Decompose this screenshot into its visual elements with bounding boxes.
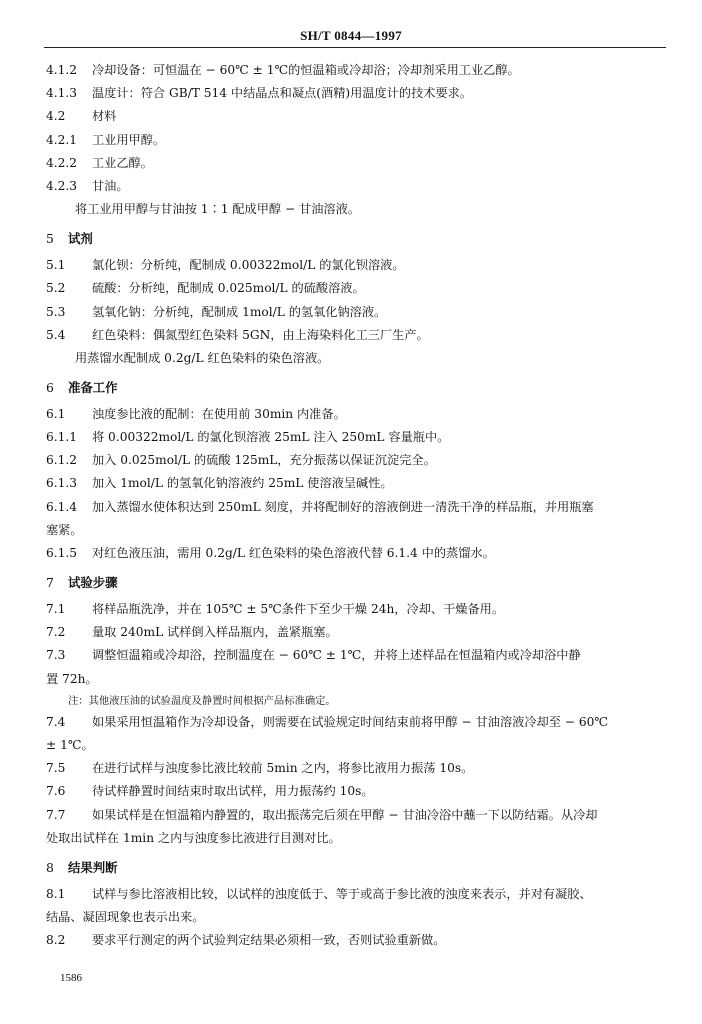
- clause-paragraph: [46, 280, 666, 297]
- clause-number: 6.1.2: [46, 453, 78, 468]
- clause-text: 氯化钡：分析纯，配制成 0.00322mol/L 的氯化钡溶液。: [92, 258, 405, 273]
- note-text: 注：其他液压油的试验温度及静置时间根据产品标准确定。: [68, 694, 336, 707]
- section-number: 6: [46, 379, 54, 395]
- section-number: 8: [46, 859, 54, 875]
- section-title: 结果判断: [68, 859, 118, 875]
- clause-paragraph: [46, 327, 666, 344]
- clause-paragraph: [46, 62, 666, 79]
- clause-number: 6.1.3: [46, 476, 78, 491]
- clause-paragraph: [46, 783, 666, 800]
- clause-text: 将 0.00322mol/L 的氯化钡溶液 25mL 注入 250mL 容量瓶中。: [92, 430, 450, 445]
- clause-continuation: 塞紧。: [46, 522, 83, 537]
- clause-number: 8.2: [46, 933, 66, 948]
- clause-text: 冷却设备：可恒温在 − 60℃ ± 1℃的恒温箱或冷却浴；冷却剂采用工业乙醇。: [92, 63, 520, 77]
- clause-number: 6.1.5: [46, 546, 78, 560]
- document-body: [46, 62, 666, 955]
- clause-text: 硫酸：分析纯，配制成 0.025mol/L 的硫酸溶液。: [92, 281, 365, 296]
- indented-paragraph: 将工业用甲醇与甘油按 1∶1 配成甲醇 − 甘油溶液。: [75, 202, 360, 217]
- clause-paragraph: [46, 886, 666, 903]
- page-number: 1586: [60, 972, 82, 984]
- clause-number: 4.2: [46, 109, 66, 124]
- clause-continuation: 置 72h。: [46, 671, 98, 686]
- section-heading: [46, 230, 666, 247]
- section-heading: [46, 379, 666, 396]
- clause-paragraph: [46, 108, 666, 125]
- clause-number: 7.6: [46, 784, 66, 799]
- clause-text: 甘油。: [92, 178, 129, 193]
- clause-paragraph: [46, 429, 666, 446]
- clause-paragraph: [46, 647, 666, 664]
- clause-text: 温度计：符合 GB/T 514 中结晶点和凝点(酒精)用温度计的技术要求。: [92, 86, 473, 101]
- clause-number: 7.7: [46, 807, 66, 822]
- clause-paragraph: [46, 155, 666, 172]
- clause-text: 工业乙醇。: [92, 155, 153, 170]
- clause-number: 4.1.2: [46, 63, 78, 77]
- clause-number: 5.3: [46, 304, 66, 319]
- clause-text: 浊度参比液的配制：在使用前 30min 内准备。: [92, 406, 346, 421]
- clause-paragraph: [46, 178, 666, 195]
- clause-text: 材料: [92, 109, 117, 124]
- clause-paragraph: [46, 406, 666, 423]
- clause-number: 7.3: [46, 648, 66, 663]
- section-number: 5: [46, 231, 54, 247]
- clause-paragraph: [46, 932, 666, 949]
- clause-text: 加入蒸馏水使体积达到 250mL 刻度，并将配制好的溶液倒进一清洗干净的样品瓶，并用瓶塞: [92, 499, 594, 514]
- clause-text: 如果采用恒温箱作为冷却设备，则需要在试验规定时间结束前将甲醇 − 甘油溶液冷却至 − 60℃: [92, 714, 608, 729]
- clause-paragraph: [46, 499, 666, 516]
- clause-number: 5.1: [46, 258, 66, 273]
- clause-text: 量取 240mL 试样倒入样品瓶内，盖紧瓶塞。: [92, 625, 338, 640]
- clause-paragraph: [46, 257, 666, 274]
- clause-number: 6.1: [46, 406, 66, 421]
- clause-number: 7.1: [46, 602, 66, 616]
- clause-number: 5.4: [46, 327, 66, 342]
- clause-paragraph: [46, 132, 666, 149]
- clause-text: 对红色液压油，需用 0.2g/L 红色染料的染色溶液代替 6.1.4 中的蒸馏水。: [92, 546, 495, 560]
- section-title: 试剂: [68, 231, 93, 247]
- clause-paragraph: [46, 714, 666, 731]
- clause-paragraph: [46, 760, 666, 777]
- clause-paragraph: [46, 452, 666, 469]
- clause-text: 要求平行测定的两个试验判定结果必须相一致，否则试验重新做。: [92, 933, 446, 948]
- clause-text: 氢氧化钠：分析纯，配制成 1mol/L 的氢氧化钠溶液。: [92, 304, 387, 319]
- clause-paragraph: [46, 545, 666, 562]
- clause-paragraph: [46, 624, 666, 641]
- clause-continuation: 处取出试样在 1min 之内与浊度参比液进行目测对比。: [46, 830, 341, 845]
- indented-paragraph: 用蒸馏水配制成 0.2g/L 红色染料的染色溶液。: [75, 350, 330, 365]
- section-heading: [46, 574, 666, 591]
- clause-text: 加入 1mol/L 的氢氧化钠溶液约 25mL 使溶液呈碱性。: [92, 476, 393, 491]
- clause-text: 如果试样是在恒温箱内静置的，取出振荡完后须在甲醇 − 甘油冷浴中蘸一下以防结霜。从冷却: [92, 807, 598, 822]
- clause-number: 8.1: [46, 886, 66, 901]
- clause-text: 工业用甲醇。: [92, 132, 166, 147]
- clause-paragraph: [46, 85, 666, 102]
- clause-text: 试样与参比溶液相比较，以试样的浊度低于、等于或高于参比液的浊度来表示，并对有凝胶、: [92, 886, 592, 901]
- clause-number: 6.1.4: [46, 499, 78, 514]
- clause-number: 7.5: [46, 761, 66, 776]
- clause-number: 4.2.2: [46, 155, 78, 170]
- clause-number: 7.2: [46, 625, 66, 640]
- clause-number: 4.1.3: [46, 86, 78, 101]
- section-heading: [46, 859, 666, 876]
- standard-header: SH/T 0844—1997: [300, 28, 402, 43]
- clause-text: 在进行试样与浊度参比液比较前 5min 之内，将参比液用力振荡 10s。: [92, 761, 474, 776]
- clause-text: 加入 0.025mol/L 的硫酸 125mL，充分振荡以保证沉淀完全。: [92, 453, 436, 468]
- clause-continuation: 结晶、凝固现象也表示出来。: [46, 909, 205, 924]
- section-title: 试验步骤: [68, 575, 118, 590]
- clause-paragraph: [46, 807, 666, 824]
- clause-number: 7.4: [46, 714, 66, 729]
- clause-text: 红色染料：偶氮型红色染料 5GN，由上海染料化工三厂生产。: [92, 327, 429, 342]
- clause-number: 6.1.1: [46, 430, 78, 445]
- clause-paragraph: [46, 475, 666, 492]
- header-rule: [44, 47, 666, 48]
- section-title: 准备工作: [68, 379, 118, 395]
- clause-number: 4.2.1: [46, 132, 78, 147]
- clause-number: 5.2: [46, 281, 66, 296]
- clause-paragraph: [46, 304, 666, 321]
- section-number: 7: [46, 575, 54, 590]
- clause-paragraph: [46, 601, 666, 618]
- clause-number: 4.2.3: [46, 178, 78, 193]
- clause-text: 调整恒温箱或冷却浴，控制温度在 − 60℃ ± 1℃，并将上述样品在恒温箱内或冷却浴中静: [92, 648, 581, 663]
- clause-text: 待试样静置时间结束时取出试样，用力振荡约 10s。: [92, 784, 374, 799]
- clause-continuation: ± 1℃。: [46, 737, 94, 752]
- clause-text: 将样品瓶洗净，并在 105℃ ± 5℃条件下至少干燥 24h，冷却、干燥备用。: [92, 602, 505, 616]
